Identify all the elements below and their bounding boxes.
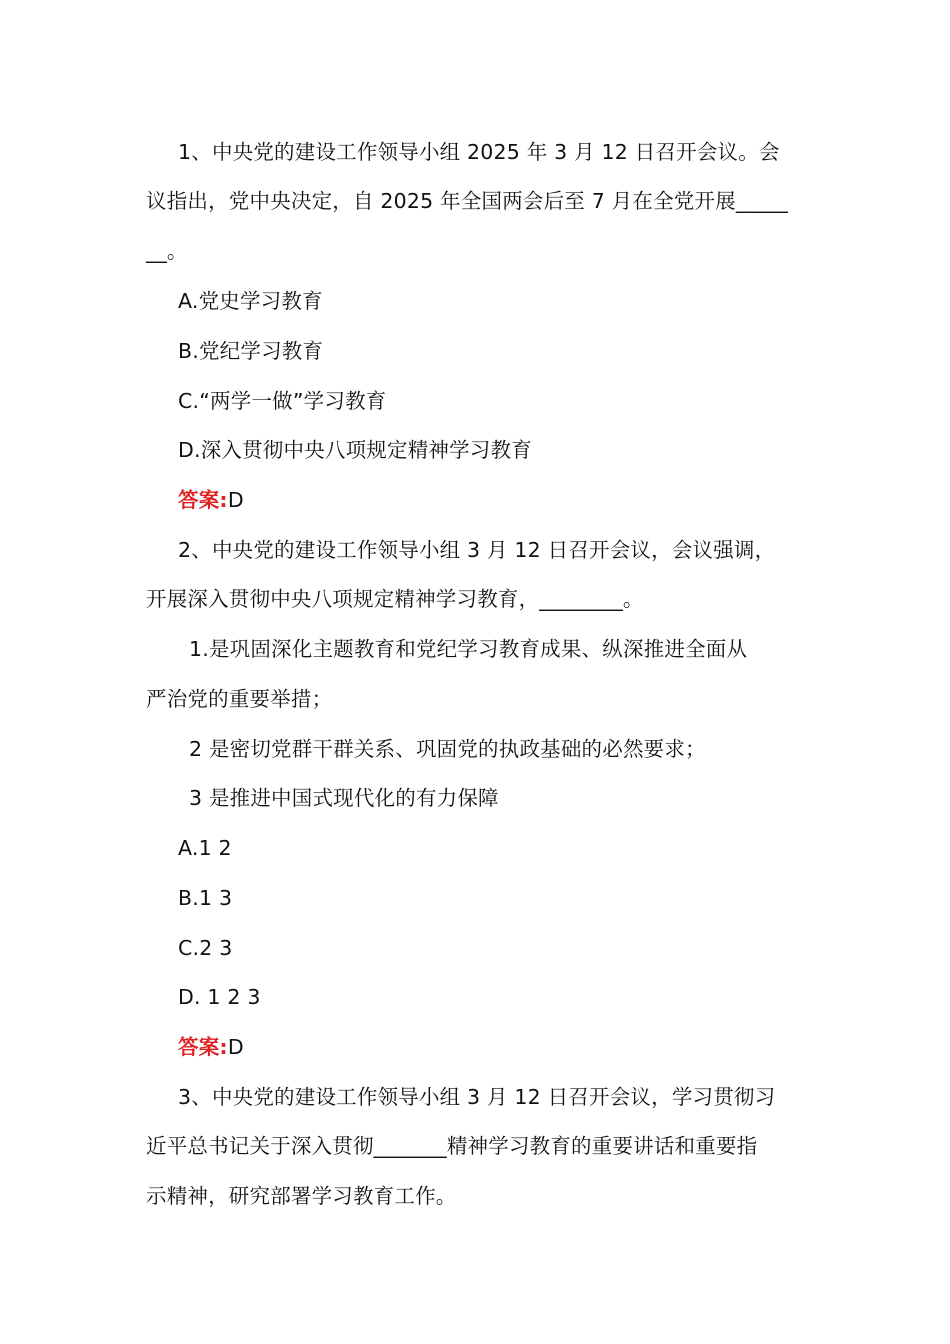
question-3-stem-line-2: 近平总书记关于深入贯彻_______精神学习教育的重要讲话和重要指 bbox=[146, 1134, 758, 1158]
question-2-option-a: A.1 2 bbox=[178, 836, 232, 860]
question-2-stem-line-2: 开展深入贯彻中央八项规定精神学习教育，________。 bbox=[146, 587, 644, 611]
question-1-stem-line-3: __。 bbox=[146, 239, 188, 263]
question-1-stem-line-1: 1、中央党的建设工作领导小组 2025 年 3 月 12 日召开会议。会 bbox=[178, 140, 780, 164]
question-1-option-b: B.党纪学习教育 bbox=[178, 339, 324, 363]
question-3-stem-line-3: 示精神，研究部署学习教育工作。 bbox=[146, 1184, 457, 1208]
question-2-statement-3: 3 是推进中国式现代化的有力保障 bbox=[189, 786, 499, 810]
question-2-option-d: D. 1 2 3 bbox=[178, 985, 261, 1009]
question-2-option-b: B.1 3 bbox=[178, 886, 233, 910]
question-1-answer bbox=[178, 486, 244, 514]
question-1-option-c: C.“两学一做”学习教育 bbox=[178, 389, 387, 413]
question-3-stem-line-1: 3、中央党的建设工作领导小组 3 月 12 日召开会议，学习贯彻习 bbox=[178, 1085, 776, 1109]
question-2-statement-1: 1.是巩固深化主题教育和党纪学习教育成果、纵深推进全面从 bbox=[189, 637, 748, 661]
answer-label: 答案: bbox=[178, 488, 228, 512]
question-2-statement-1-cont: 严治党的重要举措； bbox=[146, 687, 333, 711]
answer-label: 答案: bbox=[178, 1035, 228, 1059]
question-2-option-c: C.2 3 bbox=[178, 936, 233, 960]
question-1-option-d: D.深入贯彻中央八项规定精神学习教育 bbox=[178, 438, 532, 462]
question-2-answer bbox=[178, 1033, 244, 1061]
question-1-option-a: A.党史学习教育 bbox=[178, 289, 323, 313]
answer-value: D bbox=[227, 488, 244, 512]
answer-value: D bbox=[227, 1035, 244, 1059]
question-2-statement-2: 2 是密切党群干群关系、巩固党的执政基础的必然要求； bbox=[189, 737, 706, 761]
question-1-stem-line-2: 议指出，党中央决定，自 2025 年全国两会后至 7 月在全党开展_____ bbox=[146, 189, 789, 213]
question-2-stem-line-1: 2、中央党的建设工作领导小组 3 月 12 日召开会议，会议强调， bbox=[178, 538, 776, 562]
